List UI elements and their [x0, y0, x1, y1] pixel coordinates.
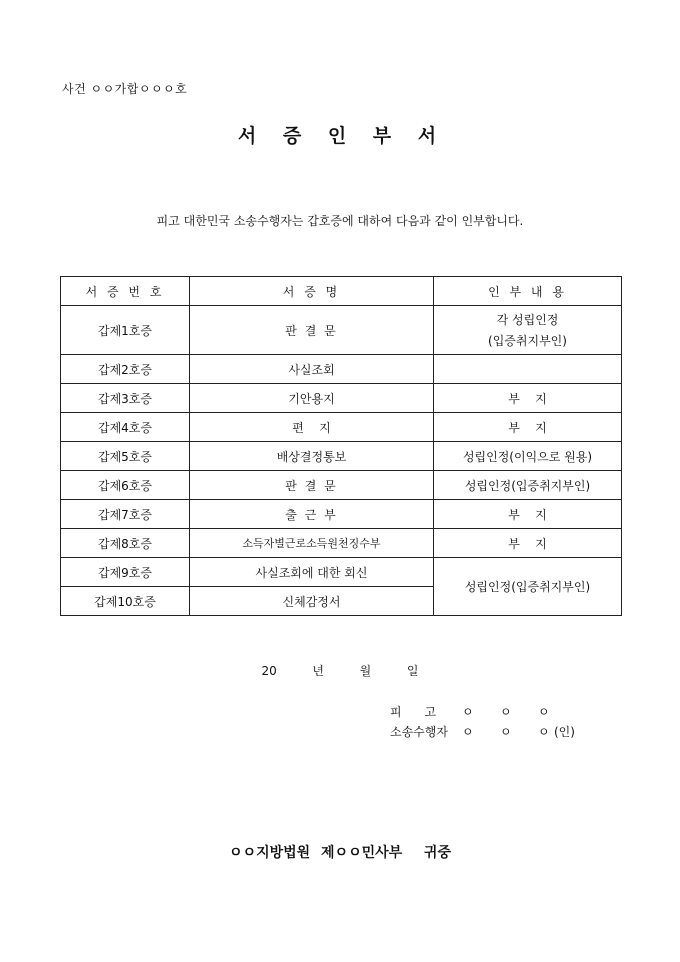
evidence-table: [60, 276, 622, 616]
opinion-cell: 성립인정(입증취지부인): [434, 558, 622, 616]
evidence-number: 갑제4호증: [61, 413, 190, 442]
opinion-cell: [434, 306, 622, 355]
evidence-name: 사실조회에 대한 회신: [190, 558, 434, 587]
opinion-cell: 성립인정(이익으로 원용): [434, 442, 622, 471]
case-number: 사건 ㅇㅇ가합ㅇㅇㅇ호: [62, 82, 188, 96]
evidence-number: 갑제8호증: [61, 529, 190, 558]
opinion-cell: 부 지: [434, 413, 622, 442]
evidence-number: 갑제2호증: [61, 355, 190, 384]
table-row: [61, 355, 622, 384]
evidence-number: 갑제1호증: [61, 306, 190, 355]
table-row: [61, 384, 622, 413]
table-row: [61, 558, 622, 587]
opinion-cell: 부 지: [434, 500, 622, 529]
name-mark: ㅇ: [538, 705, 550, 719]
signer-defendant: [390, 703, 576, 720]
evidence-name: 소득자별근로소득원천징수부: [190, 529, 434, 558]
evidence-name: 배상결정통보: [190, 442, 434, 471]
evidence-number: 갑제3호증: [61, 384, 190, 413]
header-evidence-number: 서 증 번 호: [61, 277, 190, 306]
name-mark: ㅇ: [462, 725, 474, 739]
opinion-cell: 부 지: [434, 384, 622, 413]
evidence-number: 갑제6호증: [61, 471, 190, 500]
evidence-name: 판 결 문: [190, 471, 434, 500]
table-row: [61, 500, 622, 529]
opinion-cell: 성립인정(입증취지부인): [434, 471, 622, 500]
evidence-name: 판 결 문: [190, 306, 434, 355]
evidence-name: 출 근 부: [190, 500, 434, 529]
document-title: 서 증 인 부 서: [237, 125, 443, 147]
table-row: [61, 306, 622, 355]
intro-statement: 피고 대한민국 소송수행자는 갑호증에 대하여 다음과 같이 인부합니다.: [156, 214, 524, 228]
evidence-name: 신체감정서: [190, 587, 434, 616]
date-line: 20 년 월 일: [261, 664, 419, 678]
table-row: [61, 529, 622, 558]
evidence-number: 갑제7호증: [61, 500, 190, 529]
table-row: [61, 413, 622, 442]
header-opinion: 인 부 내 용: [434, 277, 622, 306]
table-header-row: [61, 277, 622, 306]
signer-label: 피 고: [390, 705, 437, 719]
seal-mark: (인): [554, 725, 575, 739]
opinion-cell: 부 지: [434, 529, 622, 558]
name-mark: ㅇ: [462, 705, 474, 719]
name-mark: ㅇ: [500, 705, 512, 719]
opinion-line: (입증취지부인): [488, 334, 567, 348]
name-mark: ㅇ: [500, 725, 512, 739]
opinion-line: 각 성립인정: [496, 313, 559, 327]
signer-label: 소송수행자: [390, 725, 448, 739]
evidence-name: 기안용지: [190, 384, 434, 413]
opinion-cell: [434, 355, 622, 384]
table-row: [61, 442, 622, 471]
court-addressee: ㅇㅇ지방법원 제ㅇㅇ민사부 귀중: [229, 845, 451, 861]
evidence-number: 갑제10호증: [61, 587, 190, 616]
name-mark: ㅇ: [538, 725, 550, 739]
evidence-number: 갑제9호증: [61, 558, 190, 587]
evidence-number: 갑제5호증: [61, 442, 190, 471]
table-row: [61, 471, 622, 500]
evidence-name: 사실조회: [190, 355, 434, 384]
signer-litigator: [390, 723, 575, 740]
header-evidence-name: 서 증 명: [190, 277, 434, 306]
evidence-name: 편 지: [190, 413, 434, 442]
